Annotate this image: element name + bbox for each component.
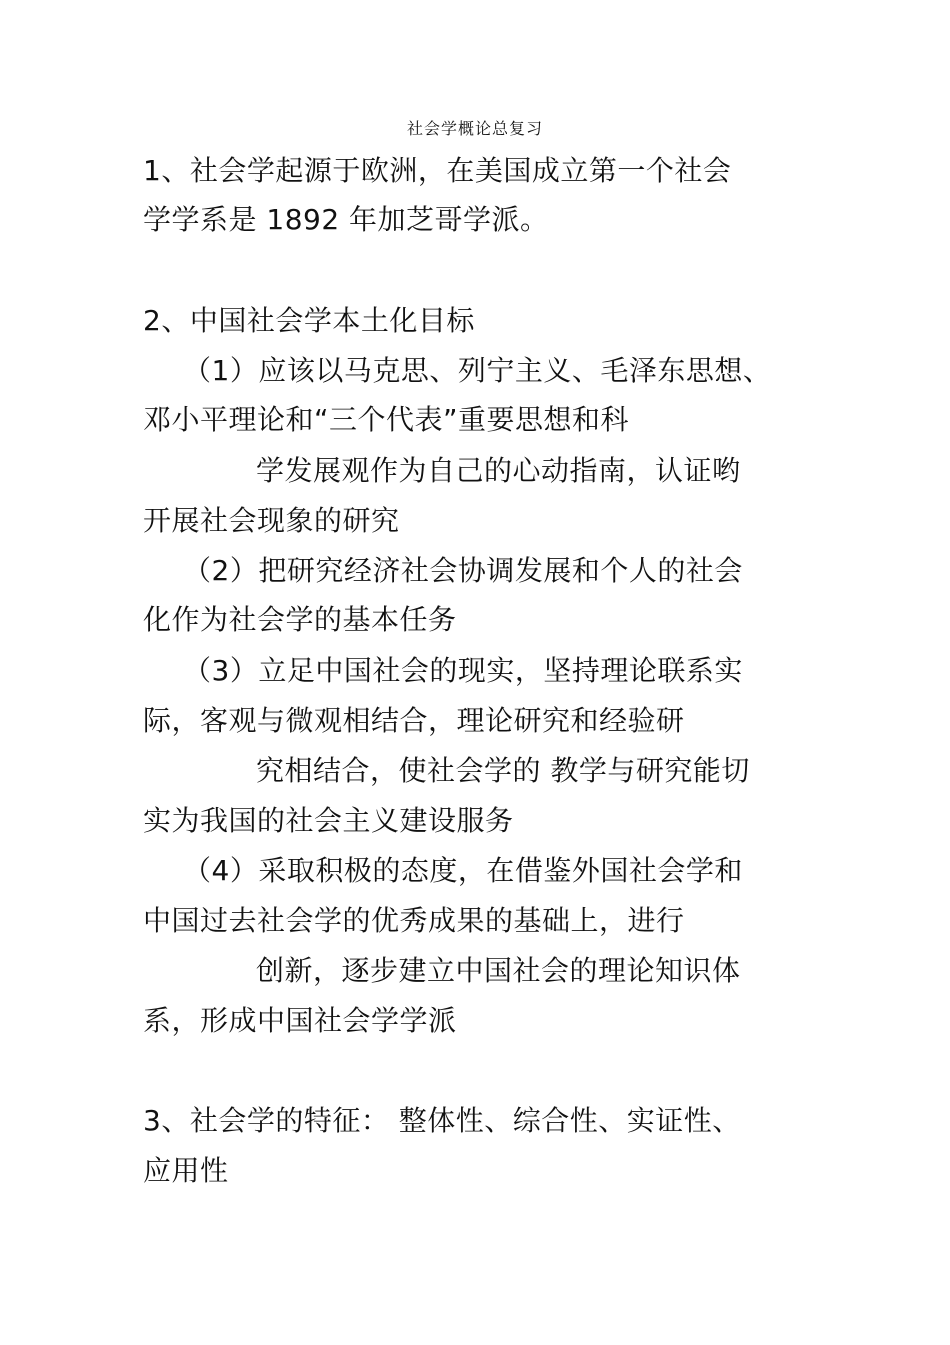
text-line: 邓小平理论和“三个代表”重要思想和科 xyxy=(143,403,630,436)
text-line: 究相结合，使社会学的 教学与研究能切 xyxy=(256,754,750,787)
text-line: 应用性 xyxy=(143,1154,229,1187)
text-line: 开展社会现象的研究 xyxy=(143,504,400,537)
text-line: 系，形成中国社会学学派 xyxy=(143,1004,457,1037)
text-line: 中国过去社会学的优秀成果的基础上，进行 xyxy=(143,904,685,937)
text-line: （1）应该以马克思、列宁主义、毛泽东思想、 xyxy=(183,354,772,387)
text-line: 化作为社会学的基本任务 xyxy=(143,603,457,636)
text-line: （4）采取积极的态度，在借鉴外国社会学和 xyxy=(183,854,743,887)
text-line: 创新，逐步建立中国社会的理论知识体 xyxy=(256,954,741,987)
text-line: （3）立足中国社会的现实，坚持理论联系实 xyxy=(183,654,743,687)
text-line: 2、中国社会学本土化目标 xyxy=(143,304,475,337)
text-line: 实为我国的社会主义建设服务 xyxy=(143,804,514,837)
text-line: 1、社会学起源于欧洲，在美国成立第一个社会 xyxy=(143,154,732,187)
text-line: 际，客观与微观相结合，理论研究和经验研 xyxy=(143,704,685,737)
document-title: 社会学概论总复习 xyxy=(406,119,543,138)
text-line: 学学系是 1892 年加芝哥学派。 xyxy=(143,203,549,236)
text-line: （2）把研究经济社会协调发展和个人的社会 xyxy=(183,554,743,587)
text-line: 3、社会学的特征： 整体性、综合性、实证性、 xyxy=(143,1104,741,1137)
text-line: 学发展观作为自己的心动指南，认证哟 xyxy=(256,454,741,487)
